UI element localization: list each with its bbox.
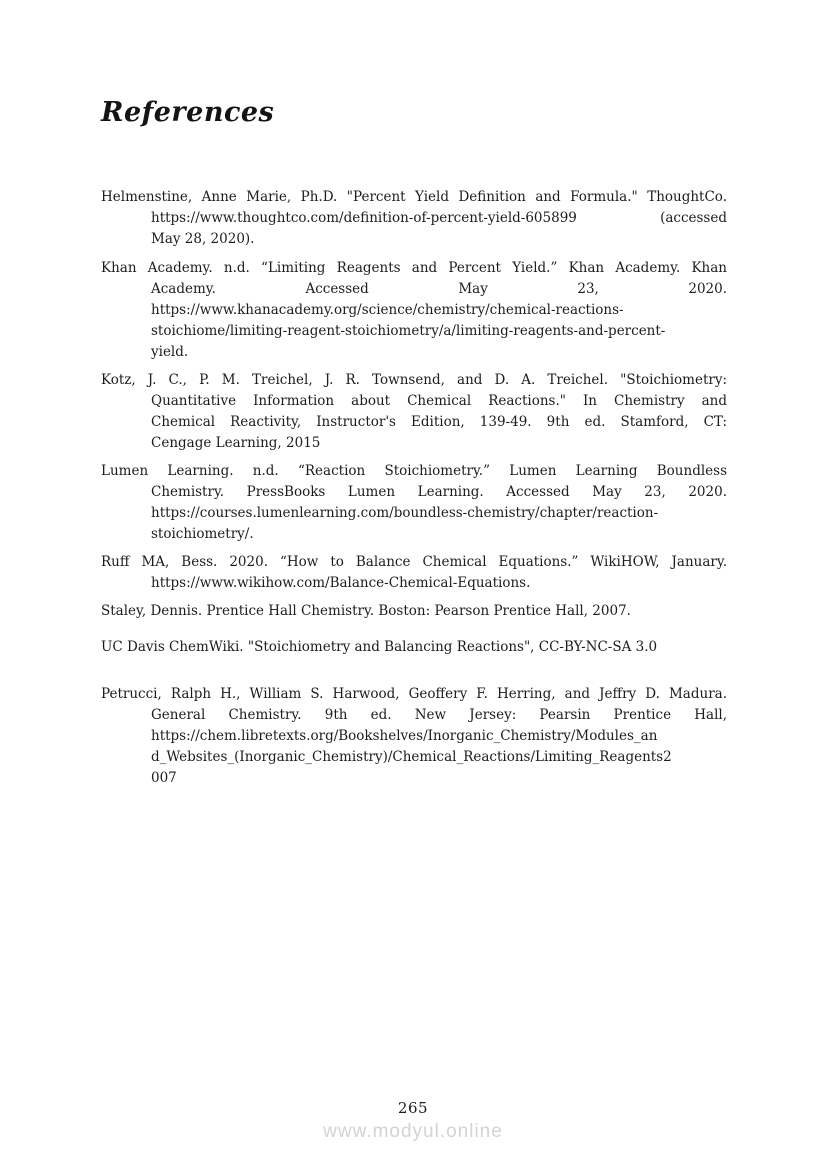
citation-line: stoichiometry/. — [151, 526, 254, 542]
citation-line: https://www.khanacademy.org/science/chemistry/chemical-reactions- — [151, 302, 624, 318]
reference-entry — [101, 601, 727, 622]
page-footer — [0, 1099, 826, 1143]
citation-line: d_Websites_(Inorganic_Chemistry)/Chemical_Reactions/Limiting_Reagents2 — [151, 749, 672, 765]
citation-line: Chemistry. PressBooks Lumen Learning. Accessed May 23, 2020. — [151, 484, 727, 500]
reference-entry — [101, 258, 727, 363]
citation-line: Academy. Accessed May 23, 2020. — [151, 281, 727, 297]
reference-entry — [101, 187, 727, 250]
reference-entry — [101, 552, 727, 594]
citation-line: Staley, Dennis. Prentice Hall Chemistry. Boston: Pearson Prentice Hall, 2007. — [101, 603, 631, 619]
citation-line: Quantitative Information about Chemical Reactions." In Chemistry and — [151, 393, 727, 409]
citation-line: https://www.wikihow.com/Balance-Chemical-Equations. — [151, 575, 531, 591]
citation-line: Ruff MA, Bess. 2020. “How to Balance Chemical Equations.” WikiHOW, January. — [101, 554, 727, 570]
citation-line: stoichiome/limiting-reagent-stoichiometry/a/limiting-reagents-and-percent- — [151, 323, 666, 339]
watermark: www.modyul.online — [323, 1121, 503, 1142]
citation-line: yield. — [151, 344, 189, 360]
citation-line: Cengage Learning, 2015 — [151, 435, 321, 451]
citation-line: https://courses.lumenlearning.com/boundless-chemistry/chapter/reaction- — [151, 505, 659, 521]
reference-entry — [101, 637, 727, 658]
page-title: References — [101, 97, 275, 128]
citation-line: Helmenstine, Anne Marie, Ph.D. "Percent Yield Definition and Formula." ThoughtCo. — [101, 189, 727, 205]
citation-line: https://www.thoughtco.com/definition-of-percent-yield-605899 (accessed — [151, 210, 727, 226]
citation-line: Chemical Reactivity, Instructor's Edition, 139-49. 9th ed. Stamford, CT: — [151, 414, 727, 430]
references-list — [101, 187, 727, 789]
citation-line: https://chem.libretexts.org/Bookshelves/Inorganic_Chemistry/Modules_an — [151, 728, 658, 744]
reference-entry — [101, 461, 727, 545]
reference-entry — [101, 370, 727, 454]
page-number: 265 — [397, 1099, 429, 1117]
citation-line: Kotz, J. C., P. M. Treichel, J. R. Townsend, and D. A. Treichel. "Stoichiometry: — [101, 372, 727, 388]
reference-entry — [101, 684, 727, 789]
citation-line: Khan Academy. n.d. “Limiting Reagents and Percent Yield.” Khan Academy. Khan — [101, 260, 727, 276]
citation-line: May 28, 2020). — [151, 231, 255, 247]
citation-line: 007 — [151, 770, 177, 786]
citation-line: General Chemistry. 9th ed. New Jersey: Pearsin Prentice Hall, — [151, 707, 727, 723]
citation-line: Petrucci, Ralph H., William S. Harwood, Geoffery F. Herring, and Jeffry D. Madura. — [101, 686, 727, 702]
citation-line: Lumen Learning. n.d. “Reaction Stoichiometry.” Lumen Learning Boundless — [101, 463, 727, 479]
citation-line: UC Davis ChemWiki. "Stoichiometry and Balancing Reactions", CC-BY-NC-SA 3.0 — [101, 639, 658, 655]
